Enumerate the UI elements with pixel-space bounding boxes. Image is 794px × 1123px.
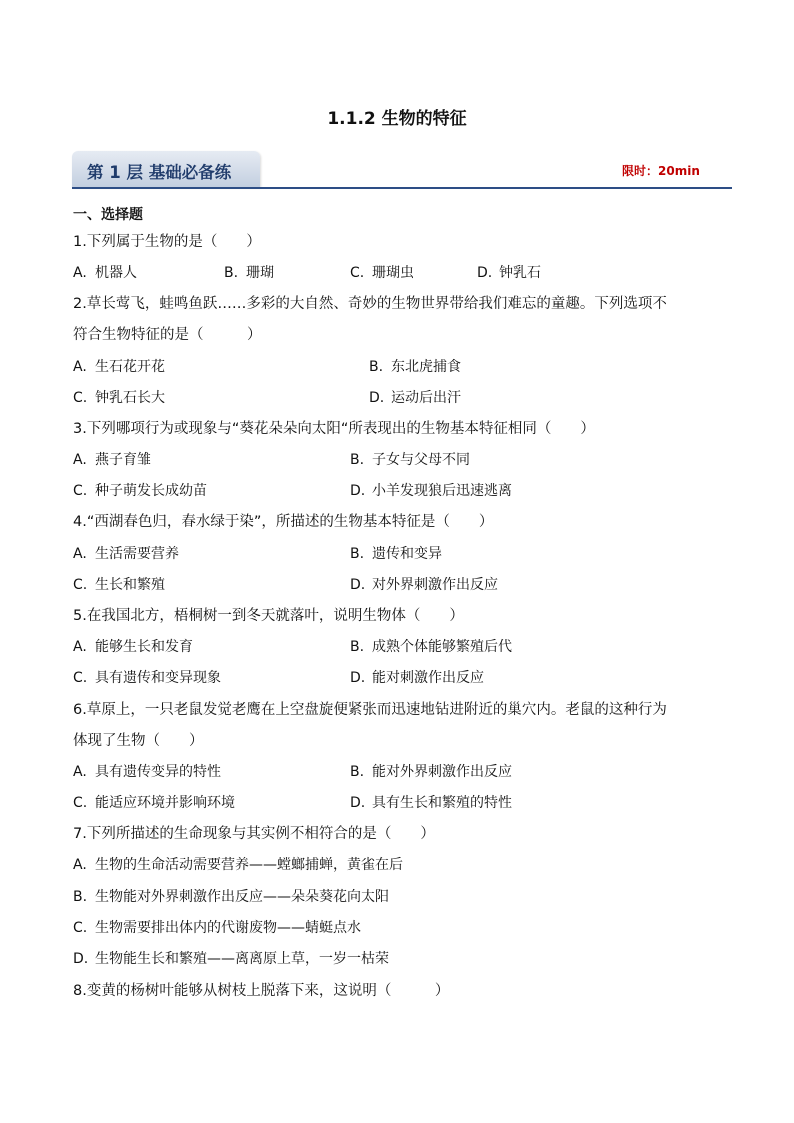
question-6-option-b: B. 能对外界刺激作出反应 — [350, 764, 512, 780]
question-2-option-b: B. 东北虎捕食 — [369, 359, 461, 375]
question-4-stem: 4.“西湖春色归，春水绿于染”，所描述的生物基本特征是（ ） — [73, 514, 494, 530]
question-4-option-d: D. 对外界刺激作出反应 — [350, 577, 498, 593]
time-limit-value: 20min — [658, 164, 700, 178]
question-6-stem-line1: 6.草原上，一只老鼠发觉老鹰在上空盘旋便紧张而迅速地钻进附近的巢穴内。老鼠的这种行为 — [73, 702, 667, 718]
question-3-option-b: B. 子女与父母不同 — [350, 452, 470, 468]
question-3-option-a: A. 燕子育雏 — [73, 452, 151, 468]
question-2-option-c: C. 钟乳石长大 — [73, 390, 165, 406]
question-2-option-d: D. 运动后出汗 — [369, 390, 461, 406]
question-3-stem: 3.下列哪项行为或现象与“葵花朵朵向太阳“所表现出的生物基本特征相同（ ） — [73, 421, 595, 437]
question-3-option-d: D. 小羊发现狼后迅速逃离 — [350, 483, 512, 499]
question-5-stem: 5.在我国北方，梧桐树一到冬天就落叶，说明生物体（ ） — [73, 608, 464, 624]
banner-divider — [72, 187, 732, 189]
question-5-option-b: B. 成熟个体能够繁殖后代 — [350, 639, 512, 655]
question-5-option-a: A. 能够生长和发育 — [73, 639, 193, 655]
question-6-option-d: D. 具有生长和繁殖的特性 — [350, 795, 512, 811]
question-7-option-b: B. 生物能对外界刺激作出反应——朵朵葵花向太阳 — [73, 889, 389, 905]
question-6-option-c: C. 能适应环境并影响环境 — [73, 795, 235, 811]
question-5-option-c: C. 具有遗传和变异现象 — [73, 670, 221, 686]
question-7-option-c: C. 生物需要排出体内的代谢废物——蜻蜓点水 — [73, 920, 361, 936]
question-5-option-d: D. 能对刺激作出反应 — [350, 670, 484, 686]
question-6-option-a: A. 具有遗传变异的特性 — [73, 764, 221, 780]
section-title: 一、选择题 — [73, 207, 143, 223]
time-limit-label: 限时： — [622, 164, 659, 178]
question-1-option-a: A. 机器人 — [73, 265, 137, 281]
question-1-option-b: B. 珊瑚 — [224, 265, 274, 281]
question-3-option-c: C. 种子萌发长成幼苗 — [73, 483, 207, 499]
question-1-option-d: D. 钟乳石 — [477, 265, 541, 281]
question-1-option-c: C. 珊瑚虫 — [350, 265, 414, 281]
question-7-stem: 7.下列所描述的生命现象与其实例不相符合的是（ ） — [73, 826, 435, 842]
question-1-stem: 1.下列属于生物的是（ ） — [73, 234, 261, 250]
question-7-option-a: A. 生物的生命活动需要营养——螳螂捕蝉，黄雀在后 — [73, 857, 403, 873]
question-8-stem: 8.变黄的杨树叶能够从树枝上脱落下来，这说明（ ） — [73, 983, 450, 999]
level-banner-label: 第 1 层 基础必备练 — [87, 163, 232, 182]
question-4-option-a: A. 生活需要营养 — [73, 546, 179, 562]
question-2-stem-line1: 2.草长莺飞，蛙鸣鱼跃……多彩的大自然、奇妙的生物世界带给我们难忘的童趣。下列选项不 — [73, 296, 667, 312]
question-2-stem-line2: 符合生物特征的是（ ） — [73, 327, 262, 343]
question-2-option-a: A. 生石花开花 — [73, 359, 165, 375]
time-limit — [622, 162, 700, 179]
question-6-stem-line2: 体现了生物（ ） — [73, 733, 204, 749]
level-banner — [72, 151, 260, 187]
question-4-option-c: C. 生长和繁殖 — [73, 577, 165, 593]
page-title: 1.1.2 生物的特征 — [327, 109, 467, 129]
question-7-option-d: D. 生物能生长和繁殖——离离原上草，一岁一枯荣 — [73, 951, 389, 967]
question-4-option-b: B. 遗传和变异 — [350, 546, 442, 562]
